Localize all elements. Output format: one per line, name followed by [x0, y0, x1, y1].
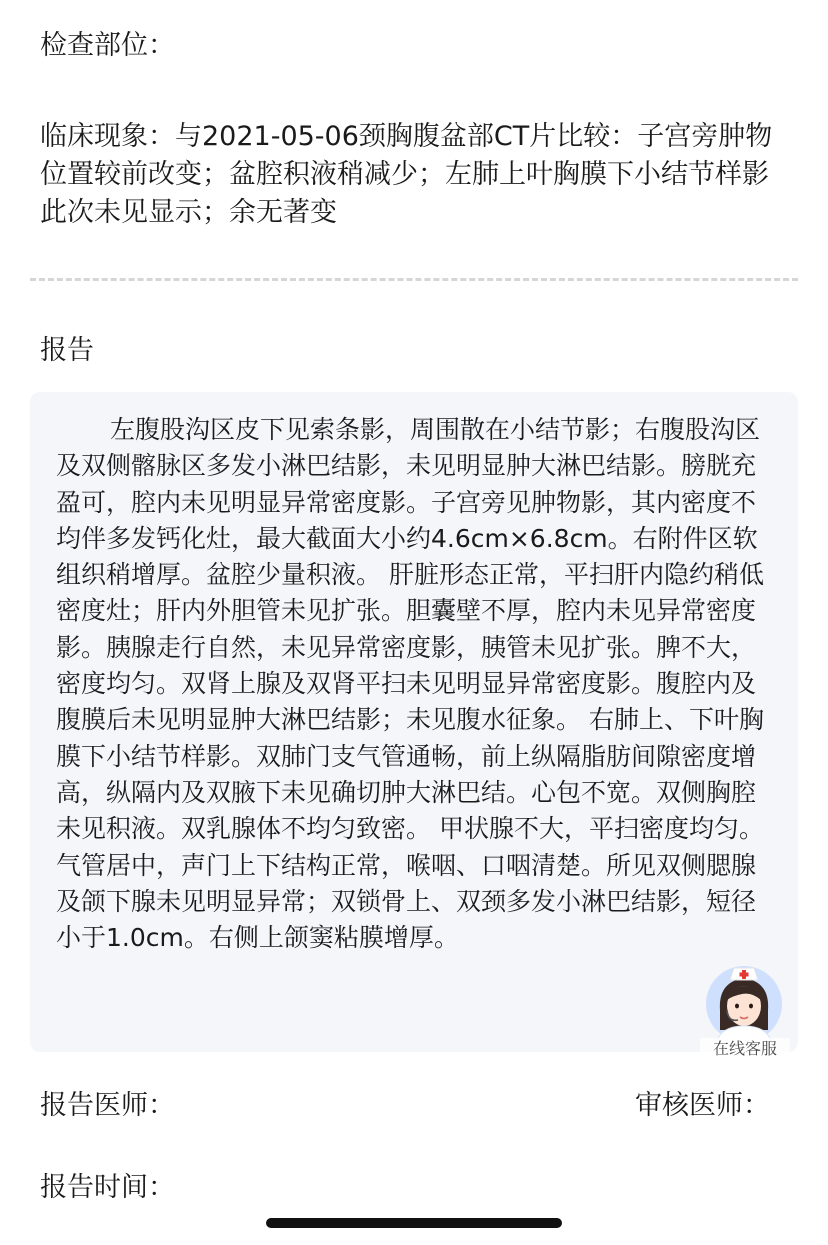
clinical-findings: 临床现象：与2021-05-06颈胸腹盆部CT片比较：子宫旁肿物位置较前改变；盆腔积液稍减少；左肺上叶胸膜下小结节样影此次未见显示；余无著变 — [40, 121, 773, 228]
report-doctor-label: 报告医师： — [40, 1090, 175, 1121]
customer-service-label: 在线客服 — [700, 1038, 790, 1060]
report-time-label: 报告时间： — [40, 1172, 175, 1203]
report-body: 左腹股沟区皮下见索条影，周围散在小结节影；右腹股沟区及双侧髂脉区多发小淋巴结影，未见明显肿大淋巴结影。膀胱充盈可，腔内未见明显异常密度影。子宫旁见肿物影，其内密度不均伴多发钙化灶，最大截面大小约4.6cm×6.8cm。右附件区软组织稍增厚。盆腔少量积液。 肝脏形态正常，平扫肝内隐约稍低密度灶；肝内外胆管未见扩张。胆囊壁不厚，腔内未见异常密度影。胰腺走行自然，未见异常密度影，胰管未见扩张。脾不大，密度均匀。双肾上腺及双肾平扫未见明显异常密度影。腹腔内及腹膜后未见明显肿大淋巴结影；未见腹水征象。 右肺上、下叶胸膜下小结节样影。双肺门支气管通畅，前上纵隔脂肪间隙密度增高，纵隔内及双腋下未见确切肿大淋巴结。心包不宽。双侧胸腔未见积液。双乳腺体不均匀致密。 甲状腺不大，平扫密度均匀。气管居中，声门上下结构正常，喉咽、口咽清楚。所见双侧腮腺及颌下腺未见明显异常；双锁骨上、双颈多发小淋巴结影，短径小于1.0cm。右侧上颌窦粘膜增厚。 — [56, 415, 764, 953]
reviewer-label: 审核医师： — [635, 1090, 770, 1121]
home-indicator[interactable] — [266, 1218, 562, 1228]
dashed-divider — [30, 278, 798, 281]
report-content-box — [30, 392, 798, 1052]
exam-site-label: 检查部位： — [40, 30, 175, 61]
report-heading: 报告 — [40, 335, 94, 366]
nurse-avatar-icon — [702, 960, 786, 1044]
online-customer-service-button[interactable] — [700, 960, 790, 1060]
